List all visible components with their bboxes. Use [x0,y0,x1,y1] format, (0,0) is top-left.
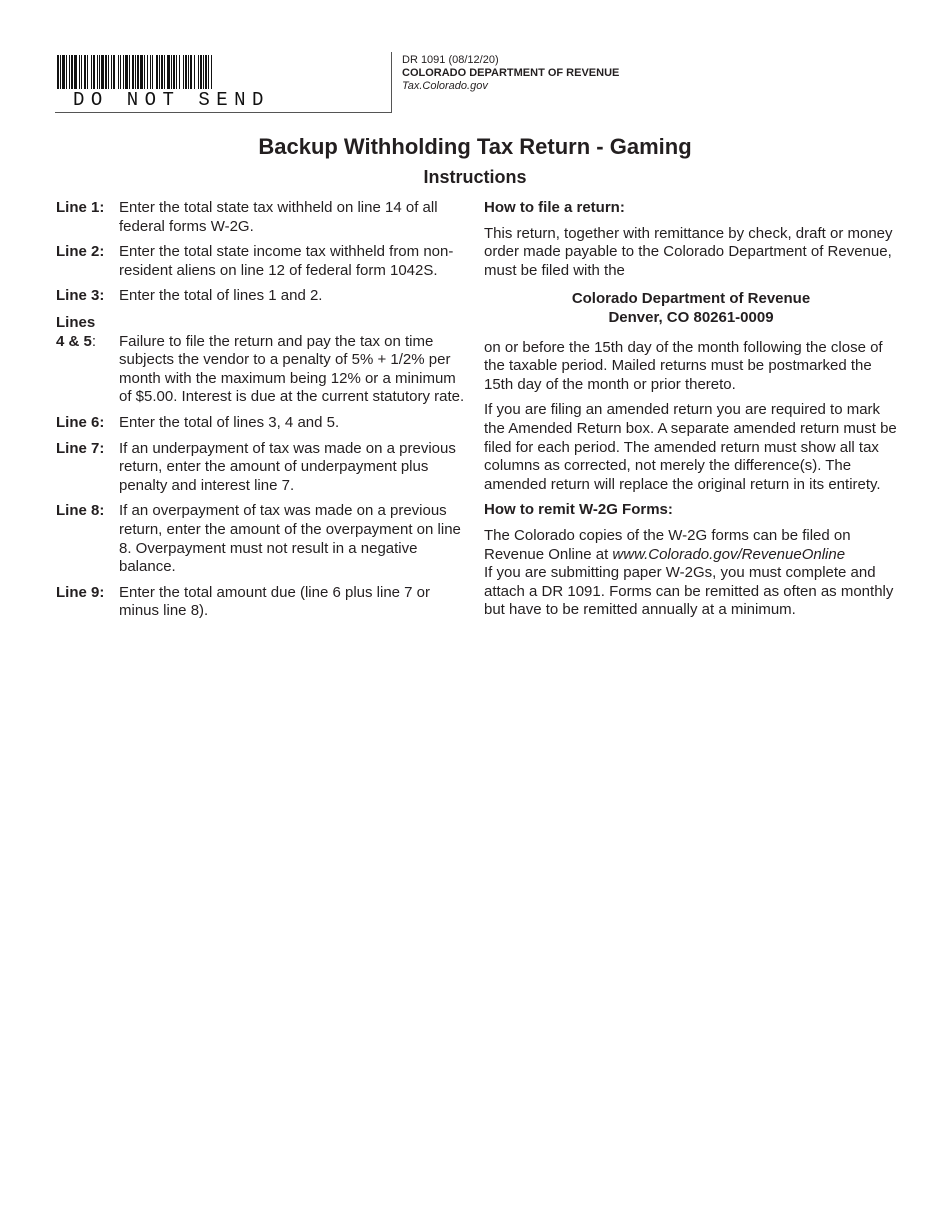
line-label: Line 1: [56,199,105,216]
revenue-online-link[interactable]: www.Colorado.gov/RevenueOnline [612,545,846,563]
remit-text [484,527,898,620]
filing-instructions [484,199,898,627]
line-text: Enter the total state tax withheld on line 14 of all federal forms W-2G. [119,199,438,235]
line-2-instruction [56,243,468,280]
line-8-instruction [56,502,468,576]
line-instructions [56,199,468,628]
remit-text-before: The Colorado copies of the W-2G forms can be filed on Revenue Online at [484,526,851,563]
how-to-file-intro: This return, together with remittance by check, draft or money order made payable to the Colorado Department of Revenue, must be filed with the [484,224,893,279]
form-header-info [402,54,619,93]
amended-return-text: If you are filing an amended return you are required to mark the Amended Return box. A separate amended return must be filed for each period. The amended return must show all tax columns as corrected, not merely the difference(s). The amended return will replace the original return in its entirety. [484,401,897,493]
how-to-file-heading: How to file a return: [484,199,625,216]
address-line-1: Colorado Department of Revenue [571,290,811,308]
department-name: COLORADO DEPARTMENT OF REVENUE [402,67,620,79]
page-subtitle: Instructions [423,167,527,187]
address-line-2: Denver, CO 80261-0009 [608,308,774,326]
department-website: Tax.Colorado.gov [402,80,488,92]
line-label: Line 9: [56,583,105,601]
lines-4-5-instruction [56,333,468,407]
line-label: Line 2: [56,243,105,261]
line-text: If an overpayment of tax was made on a previous return, enter the amount of the overpayment on line 8. Overpayment must not result in a negative balance. [119,502,461,576]
line-text: Enter the total state income tax withheld from non-resident aliens on line 12 of federal form 1042S. [119,243,454,279]
filing-deadline: on or before the 15th day of the month following the close of the taxable period. Mailed returns must be postmarked the 15th day of the month or prior thereto. [484,338,883,393]
line-6-instruction [56,414,468,433]
remit-heading: How to remit W-2G Forms: [484,501,673,519]
line-label [56,333,119,407]
line-text: Failure to file the return and pay the tax on time subjects the vendor to a penalty of 5% + 1/2% per month with the maximum being 12% or a minimum of $5.00. Interest is due at the current statutory rate. [119,332,465,406]
line-1-instruction [56,199,468,236]
line-9-instruction [56,584,468,621]
line-7-instruction [56,440,468,496]
line-text: If an underpayment of tax was made on a previous return, enter the amount of underpayment plus penalty and interest line 7. [119,439,456,494]
line-3-instruction [56,287,468,306]
line-label: Line 7: [56,439,105,457]
do-not-send-label: DO NOT SEND [73,89,270,111]
line-label: Line 3: [56,287,105,305]
form-id: DR 1091 (08/12/20) [402,54,499,66]
lines-4-5-label: 4 & 5 [56,332,92,350]
line-label: Line 6: [56,413,105,431]
line-text: Enter the total of lines 1 and 2. [119,287,323,305]
page-title: Backup Withholding Tax Return - Gaming [258,134,692,159]
barcode-box [55,52,392,113]
barcode [57,55,277,89]
line-text: Enter the total of lines 3, 4 and 5. [119,413,340,431]
line-text: Enter the total amount due (line 6 plus line 7 or minus line 8). [119,583,431,620]
line-label: Line 8: [56,502,105,520]
lines-4-5-heading: Lines [56,313,96,331]
mailing-address [484,290,898,327]
label-colon: : [91,332,97,350]
remit-text-after: If you are submitting paper W-2Gs, you must complete and attach a DR 1091. Forms can be remitted as often as monthly but have to be remitted annually at a minimum. [484,564,894,619]
